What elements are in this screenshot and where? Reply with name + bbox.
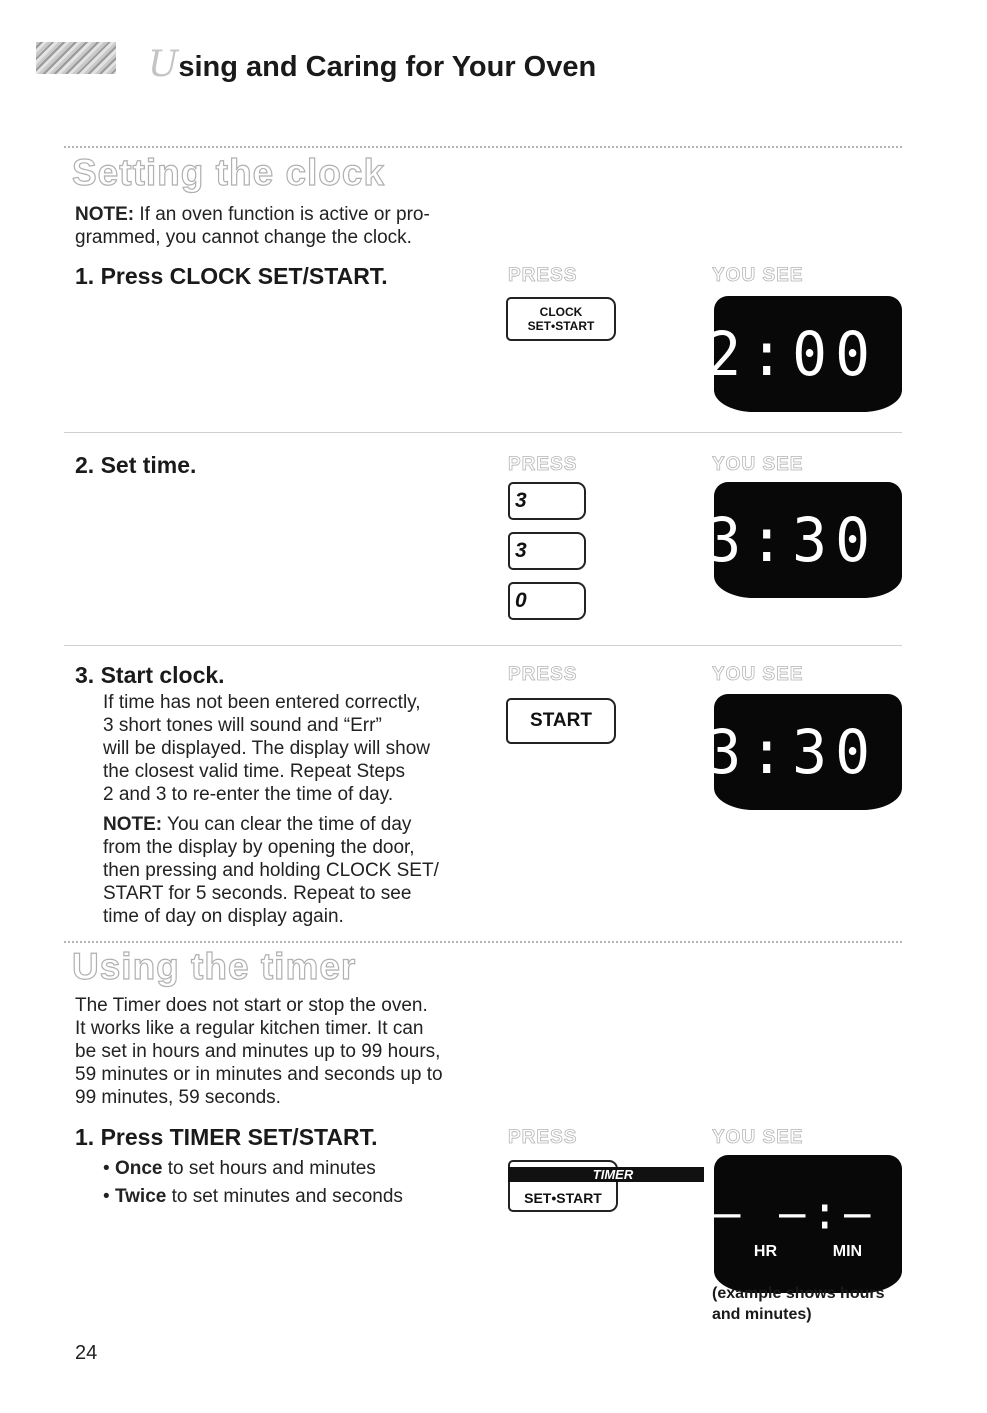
digit-key-3[interactable]: 3	[508, 532, 586, 570]
bullet-dot: •	[103, 1158, 115, 1179]
bullet-text: to set minutes and seconds	[166, 1186, 403, 1207]
body-line: the closest valid time. Repeat Steps	[103, 761, 406, 782]
oven-display	[663, 296, 902, 412]
bullet-dot: •	[103, 1186, 115, 1207]
key-label-line2: SET•START	[527, 319, 595, 333]
display-readout: 3:30	[706, 716, 878, 788]
step-title: 2. Set time.	[75, 452, 197, 478]
step-3-body	[103, 691, 483, 806]
example-note	[712, 1283, 885, 1325]
step-title: 1. Press CLOCK SET/START.	[75, 263, 388, 289]
page-number: 24	[75, 1342, 98, 1364]
bullet-bold: Twice	[114, 1186, 167, 1207]
page-header-title	[148, 44, 596, 85]
step-title: 3. Start clock.	[75, 662, 225, 688]
you-see-column-label: YOU SEE	[712, 454, 804, 475]
press-column-label: PRESS	[508, 664, 578, 685]
timer-bullets	[103, 1155, 483, 1211]
note-line: time of day on display again.	[103, 906, 344, 927]
note-line: START for 5 seconds. Repeat to see	[103, 883, 412, 904]
timer-display	[714, 1155, 942, 1293]
min-label: MIN	[832, 1242, 863, 1260]
press-column-label: PRESS	[508, 1127, 578, 1148]
example-note-line: and minutes)	[712, 1306, 812, 1323]
note-line: If an oven function is active or pro-	[139, 204, 430, 225]
section-title-clock: Setting the clock	[72, 152, 386, 193]
example-note-line: (example shows hours	[712, 1285, 885, 1302]
you-see-column-label: YOU SEE	[712, 664, 804, 685]
note-label: NOTE:	[75, 204, 135, 225]
note-line: grammed, you cannot change the clock.	[75, 227, 412, 248]
display-readout: 3:30	[706, 504, 878, 576]
step-title: 1. Press TIMER SET/START.	[75, 1124, 378, 1150]
oven-display	[706, 694, 902, 810]
body-line: 3 short tones will sound and “Err”	[103, 715, 382, 736]
you-see-column-label: YOU SEE	[712, 265, 804, 286]
step-divider	[64, 432, 902, 433]
display-readout: 12:00	[663, 318, 878, 390]
press-column-label: PRESS	[508, 265, 578, 286]
timer-intro	[75, 994, 495, 1109]
clock-set-start-key[interactable]	[506, 297, 616, 341]
you-see-column-label: YOU SEE	[712, 1127, 804, 1148]
intro-line: be set in hours and minutes up to 99 hours,	[75, 1041, 441, 1062]
key-label-line1: CLOCK	[539, 305, 583, 319]
clock-note	[75, 203, 495, 249]
note-line: then pressing and holding CLOCK SET/	[103, 860, 439, 881]
step-3-note	[103, 813, 483, 928]
intro-line: It works like a regular kitchen timer. It can	[75, 1018, 424, 1039]
note-line: from the display by opening the door,	[103, 837, 415, 858]
header-title-text: sing and Caring for Your Oven	[178, 51, 597, 83]
timer-key-band: TIMER	[508, 1167, 704, 1182]
body-line: will be displayed. The display will show	[103, 738, 431, 759]
intro-line: 59 minutes or in minutes and seconds up to	[75, 1064, 443, 1085]
section-divider	[64, 146, 902, 148]
header-title-initial: U	[148, 44, 179, 85]
start-key[interactable]: START	[506, 698, 616, 744]
step-divider	[64, 645, 902, 646]
note-line: You can clear the time of day	[167, 814, 412, 835]
oven-display	[706, 482, 902, 598]
display-readout: – –:– –	[714, 1186, 942, 1240]
body-line: 2 and 3 to re-enter the time of day.	[103, 784, 394, 805]
note-label: NOTE:	[103, 814, 163, 835]
hr-label: HR	[753, 1242, 777, 1260]
bullet-item	[103, 1183, 483, 1211]
bullet-item	[103, 1155, 483, 1183]
digit-key-3[interactable]: 3	[508, 482, 586, 520]
timer-set-start-key[interactable]	[508, 1160, 634, 1212]
press-column-label: PRESS	[508, 454, 578, 475]
bullet-bold: Once	[114, 1158, 163, 1179]
timer-key-sublabel: SET•START	[524, 1189, 602, 1206]
bullet-text: to set hours and minutes	[162, 1158, 376, 1179]
intro-line: 99 minutes, 59 seconds.	[75, 1087, 281, 1108]
section-title-timer: Using the timer	[72, 946, 357, 987]
body-line: If time has not been entered correctly,	[103, 692, 421, 713]
intro-line: The Timer does not start or stop the oven.	[75, 995, 428, 1016]
section-divider	[64, 941, 902, 943]
display-unit-labels	[714, 1243, 902, 1261]
header-decoration	[36, 42, 116, 74]
digit-key-0[interactable]: 0	[508, 582, 586, 620]
